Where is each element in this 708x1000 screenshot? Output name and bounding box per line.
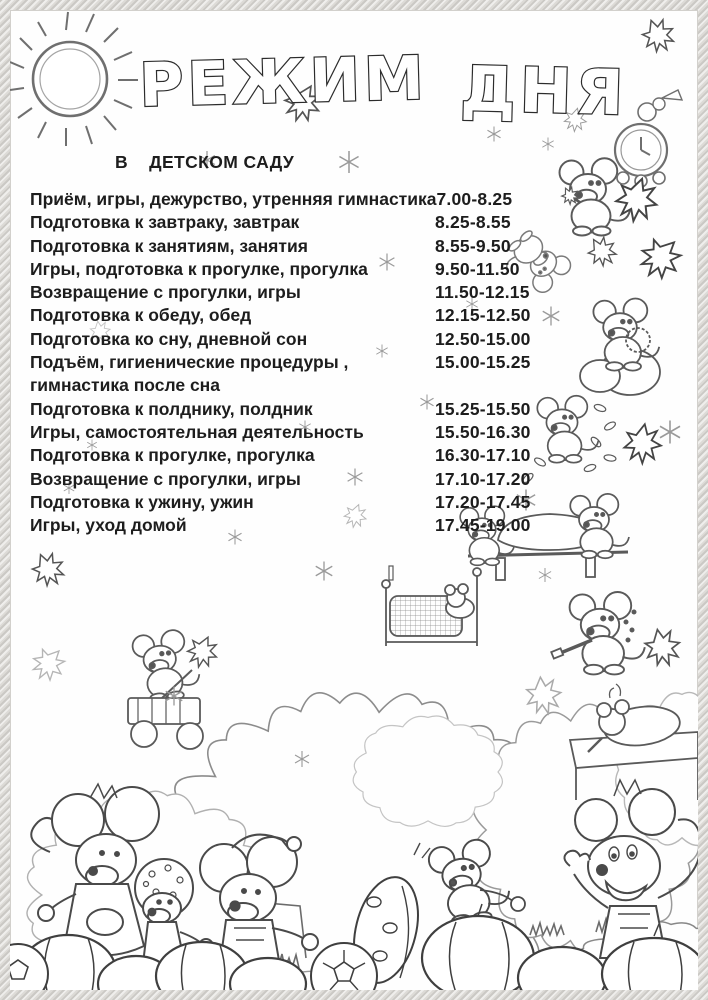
sun-icon xyxy=(10,12,138,146)
time-text: 17.20-17.45 xyxy=(435,491,531,512)
page-subtitle: В ДЕТСКОМ САДУ xyxy=(115,152,295,172)
activity-text: Подготовка ко сну, дневной сон xyxy=(30,328,308,349)
activity-text: Подготовка к прогулке, прогулка xyxy=(30,445,315,466)
activity-text: Подготовка к занятиям, занятия xyxy=(30,235,308,256)
time-text: 15.25-15.50 xyxy=(435,398,531,419)
schedule-row xyxy=(30,328,570,351)
time-text: 11.50-12.15 xyxy=(435,282,530,303)
activity-text: Игры, самостоятельная деятельность xyxy=(30,421,364,442)
activity-text: Подъём, гигиенические процедуры , xyxy=(30,352,349,373)
mouse-with-cart xyxy=(128,628,203,749)
schedule-row xyxy=(30,421,570,444)
activity-text: Подготовка к завтраку, завтрак xyxy=(30,212,300,233)
schedule-row xyxy=(30,398,570,421)
mouse-on-pumpkins-with-wreath xyxy=(580,299,660,396)
schedule-row xyxy=(30,304,570,327)
schedule-row xyxy=(30,281,570,304)
activity-text: Приём, игры, дежурство, утренняя гимнастика xyxy=(30,189,437,209)
activity-text: гимнастика после сна xyxy=(30,375,220,396)
activity-text: Подготовка к полднику, полдник xyxy=(30,398,313,419)
schedule-row xyxy=(30,444,570,467)
activity-text: Подготовка к обеду, обед xyxy=(30,305,252,326)
time-text: 7.00-8.25 xyxy=(436,189,513,209)
schedule-row xyxy=(30,491,570,514)
time-text: 15.50-16.30 xyxy=(435,421,531,442)
time-text: 8.55-9.50 xyxy=(435,235,511,256)
title-word-1: РЕЖИМ xyxy=(138,43,429,121)
time-text: 9.50-11.50 xyxy=(435,258,520,279)
schedule-list xyxy=(30,188,570,537)
page-title xyxy=(139,43,629,129)
mouse-brushing-teeth xyxy=(551,592,645,674)
time-text: 12.50-15.00 xyxy=(435,328,531,349)
activity-text: Игры, уход домой xyxy=(30,515,187,536)
mouse-sleeping-in-bed xyxy=(382,566,481,646)
schedule-row xyxy=(30,468,570,491)
schedule-row xyxy=(30,188,570,211)
activity-text: Возвращение с прогулки, игры xyxy=(30,468,301,489)
time-text: 16.30-17.10 xyxy=(435,445,531,466)
schedule-row xyxy=(30,374,570,397)
activity-text: Подготовка к ужину, ужин xyxy=(30,491,254,512)
time-text: 15.00-15.25 xyxy=(435,352,531,373)
time-text: 17.45-19.00 xyxy=(435,515,531,536)
time-text: 8.25-8.55 xyxy=(435,212,511,233)
activity-text: Возвращение с прогулки, игры xyxy=(30,282,301,303)
schedule-row xyxy=(30,211,570,234)
title-word-2: ДНЯ xyxy=(459,52,629,130)
schedule-row xyxy=(30,235,570,258)
schedule-row xyxy=(30,514,570,537)
time-text: 17.10-17.20 xyxy=(435,468,531,489)
activity-text: Игры, подготовка к прогулке, прогулка xyxy=(30,258,368,279)
time-text: 12.15-12.50 xyxy=(435,305,531,326)
schedule-row xyxy=(30,351,570,374)
schedule-row xyxy=(30,258,570,281)
